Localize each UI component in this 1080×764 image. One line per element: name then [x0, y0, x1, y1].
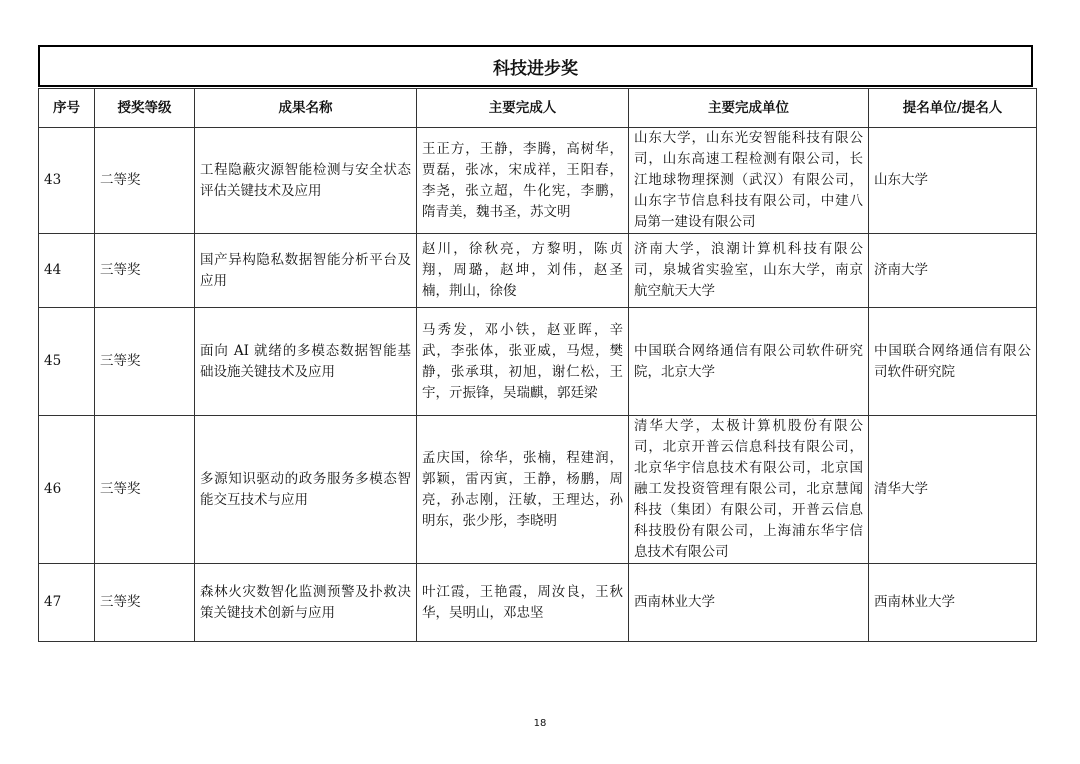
- cell-name: 多源知识驱动的政务服务多模态智能交互技术与应用: [195, 416, 417, 564]
- cell-nominator: 中国联合网络通信有限公司软件研究院: [869, 308, 1037, 416]
- table-row: [39, 128, 1037, 234]
- cell-name: 国产异构隐私数据智能分析平台及应用: [195, 234, 417, 308]
- table-row: [39, 308, 1037, 416]
- cell-people: 叶江霞，王艳霞，周汝良，王秋华，吴明山，邓忠坚: [417, 564, 629, 642]
- header-nominator: 提名单位/提名人: [869, 89, 1037, 128]
- table-row: [39, 564, 1037, 642]
- cell-name: 工程隐蔽灾源智能检测与安全状态评估关键技术及应用: [195, 128, 417, 234]
- cell-no: 45: [39, 308, 95, 416]
- cell-nominator: 清华大学: [869, 416, 1037, 564]
- cell-grade: 三等奖: [95, 308, 195, 416]
- cell-units: 西南林业大学: [629, 564, 869, 642]
- cell-people: 赵川，徐秋亮，方黎明，陈贞翔，周璐，赵坤，刘伟，赵圣楠，荆山，徐俊: [417, 234, 629, 308]
- cell-units: 济南大学，浪潮计算机科技有限公司，泉城省实验室，山东大学，南京航空航天大学: [629, 234, 869, 308]
- cell-name: 面向 AI 就绪的多模态数据智能基础设施关键技术及应用: [195, 308, 417, 416]
- cell-nominator: 西南林业大学: [869, 564, 1037, 642]
- cell-nominator: 济南大学: [869, 234, 1037, 308]
- cell-no: 46: [39, 416, 95, 564]
- cell-nominator: 山东大学: [869, 128, 1037, 234]
- cell-grade: 三等奖: [95, 234, 195, 308]
- cell-name: 森林火灾数智化监测预警及扑救决策关键技术创新与应用: [195, 564, 417, 642]
- header-no: 序号: [39, 89, 95, 128]
- header-name: 成果名称: [195, 89, 417, 128]
- cell-people: 王正方，王静，李腾，高树华，贾磊，张冰，宋成祥，王阳春，李尧，张立超，牛化宪，李鹏，隋青美，魏书圣，苏文明: [417, 128, 629, 234]
- cell-people: 孟庆国，徐华，张楠，程建润，郭颖，雷丙寅，王静，杨鹏，周亮，孙志刚，汪敏，王理达，孙明东，张少彤，李晓明: [417, 416, 629, 564]
- header-people: 主要完成人: [417, 89, 629, 128]
- cell-units: 山东大学，山东光安智能科技有限公司，山东高速工程检测有限公司，长江地球物理探测（武汉）有限公司，山东字节信息科技有限公司，中建八局第一建设有限公司: [629, 128, 869, 234]
- header-units: 主要完成单位: [629, 89, 869, 128]
- awards-table: [38, 88, 1037, 642]
- page-title: 科技进步奖: [38, 45, 1033, 87]
- cell-units: 中国联合网络通信有限公司软件研究院，北京大学: [629, 308, 869, 416]
- cell-units: 清华大学，太极计算机股份有限公司，北京开普云信息科技有限公司，北京华宇信息技术有限公司，北京国融工发投资管理有限公司，北京慧闻科技（集团）有限公司，开普云信息科技股份有限公司，上海浦东华宇信息技术有限公司: [629, 416, 869, 564]
- table-row: [39, 234, 1037, 308]
- header-grade: 授奖等级: [95, 89, 195, 128]
- cell-grade: 三等奖: [95, 564, 195, 642]
- cell-people: 马秀发，邓小铁，赵亚晖，辛武，李张体，张亚威，马煜，樊静，张承琪，初旭，谢仁松，王宇，亓振锋，吴瑞麒，郭廷梁: [417, 308, 629, 416]
- page-number: 18: [533, 718, 547, 729]
- cell-no: 44: [39, 234, 95, 308]
- cell-grade: 三等奖: [95, 416, 195, 564]
- cell-no: 47: [39, 564, 95, 642]
- table-row: [39, 416, 1037, 564]
- cell-no: 43: [39, 128, 95, 234]
- header-row: [39, 89, 1037, 128]
- cell-grade: 二等奖: [95, 128, 195, 234]
